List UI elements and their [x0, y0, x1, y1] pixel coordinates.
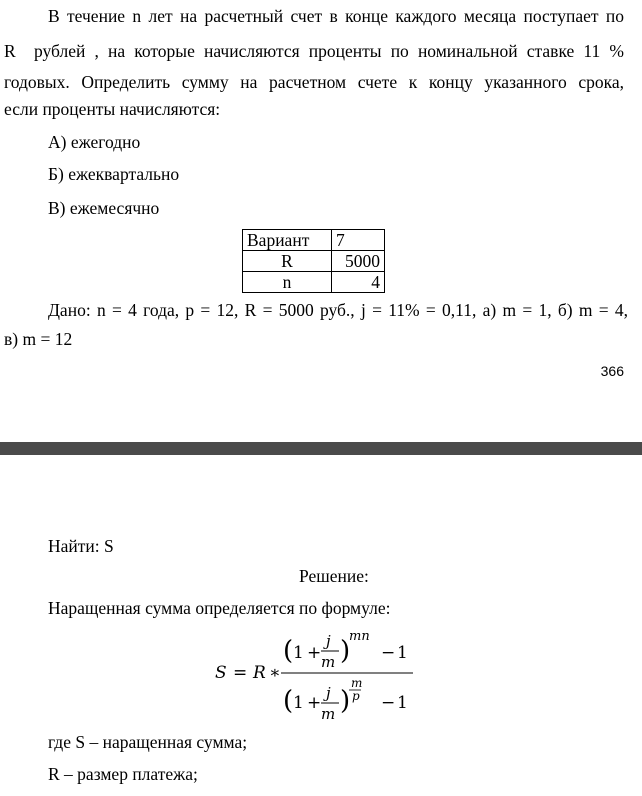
denominator-one: 1	[293, 693, 304, 713]
page-separator	[0, 442, 642, 455]
numerator-plus: +	[307, 643, 322, 663]
variant-table	[242, 229, 385, 293]
numerator-j: j	[326, 632, 331, 650]
option-c: В) ежемесячно	[48, 198, 160, 218]
formula-lhs: S	[215, 663, 227, 683]
denominator-j: j	[326, 684, 331, 702]
numerator-minus: −	[381, 643, 396, 663]
table-cell-label: Вариант	[243, 230, 332, 251]
denominator-plus: +	[307, 693, 322, 713]
formula-r: R	[253, 663, 266, 683]
formula-multiply: ∗	[269, 663, 281, 683]
exponent-p: p	[352, 689, 360, 703]
table-cell-value: 7	[332, 230, 385, 251]
formula-equals: =	[233, 663, 248, 683]
numerator-close-paren: )	[340, 636, 351, 666]
numerator-minus-one: 1	[397, 643, 408, 663]
denominator-open-paren: (	[283, 686, 294, 716]
table-cell-label: n	[243, 272, 332, 293]
denominator-minus: −	[381, 693, 396, 713]
table-cell-label: R	[243, 251, 332, 272]
numerator-exponent: mn	[349, 629, 370, 644]
solution-heading: Решение:	[299, 566, 369, 586]
definition-s: где S – наращенная сумма;	[48, 732, 248, 752]
option-a: А) ежегодно	[48, 132, 141, 152]
numerator-m: m	[321, 653, 336, 671]
definition-r: R – размер платежа;	[48, 764, 198, 784]
find-line: Найти: S	[48, 536, 114, 556]
problem-line-2: R рублей , на которые начисляются проценты по номинальной ставке 11 %	[4, 41, 624, 61]
table-row	[243, 230, 385, 251]
denominator-m: m	[321, 705, 336, 723]
problem-line-3: годовых. Определить сумму на расчетном счете к концу указанного срока,	[4, 72, 624, 92]
problem-line-4: если проценты начисляются:	[4, 99, 221, 119]
formula-intro: Наращенная сумма определяется по формуле:	[48, 598, 391, 618]
option-b: Б) ежеквартально	[48, 164, 180, 184]
given-line-1: Дано: n = 4 года, р = 12, R = 5000 руб., j = 11% = 0,11, а) m = 1, б) m = 4,	[48, 300, 628, 320]
table-cell-value: 5000	[332, 251, 385, 272]
given-line-2: в) m = 12	[4, 329, 73, 349]
table-row	[243, 272, 385, 293]
denominator-minus-one: 1	[397, 693, 408, 713]
numerator-open-paren: (	[283, 636, 294, 666]
exponent-m: m	[351, 676, 363, 690]
table-cell-value: 4	[332, 272, 385, 293]
table-row	[243, 251, 385, 272]
page-number: 366	[600, 363, 624, 379]
numerator-one: 1	[293, 643, 304, 663]
denominator-close-paren: )	[340, 686, 351, 716]
problem-line-1: В течение n лет на расчетный счет в конце каждого месяца поступает по	[48, 6, 624, 26]
accumulated-sum-formula	[213, 620, 423, 728]
